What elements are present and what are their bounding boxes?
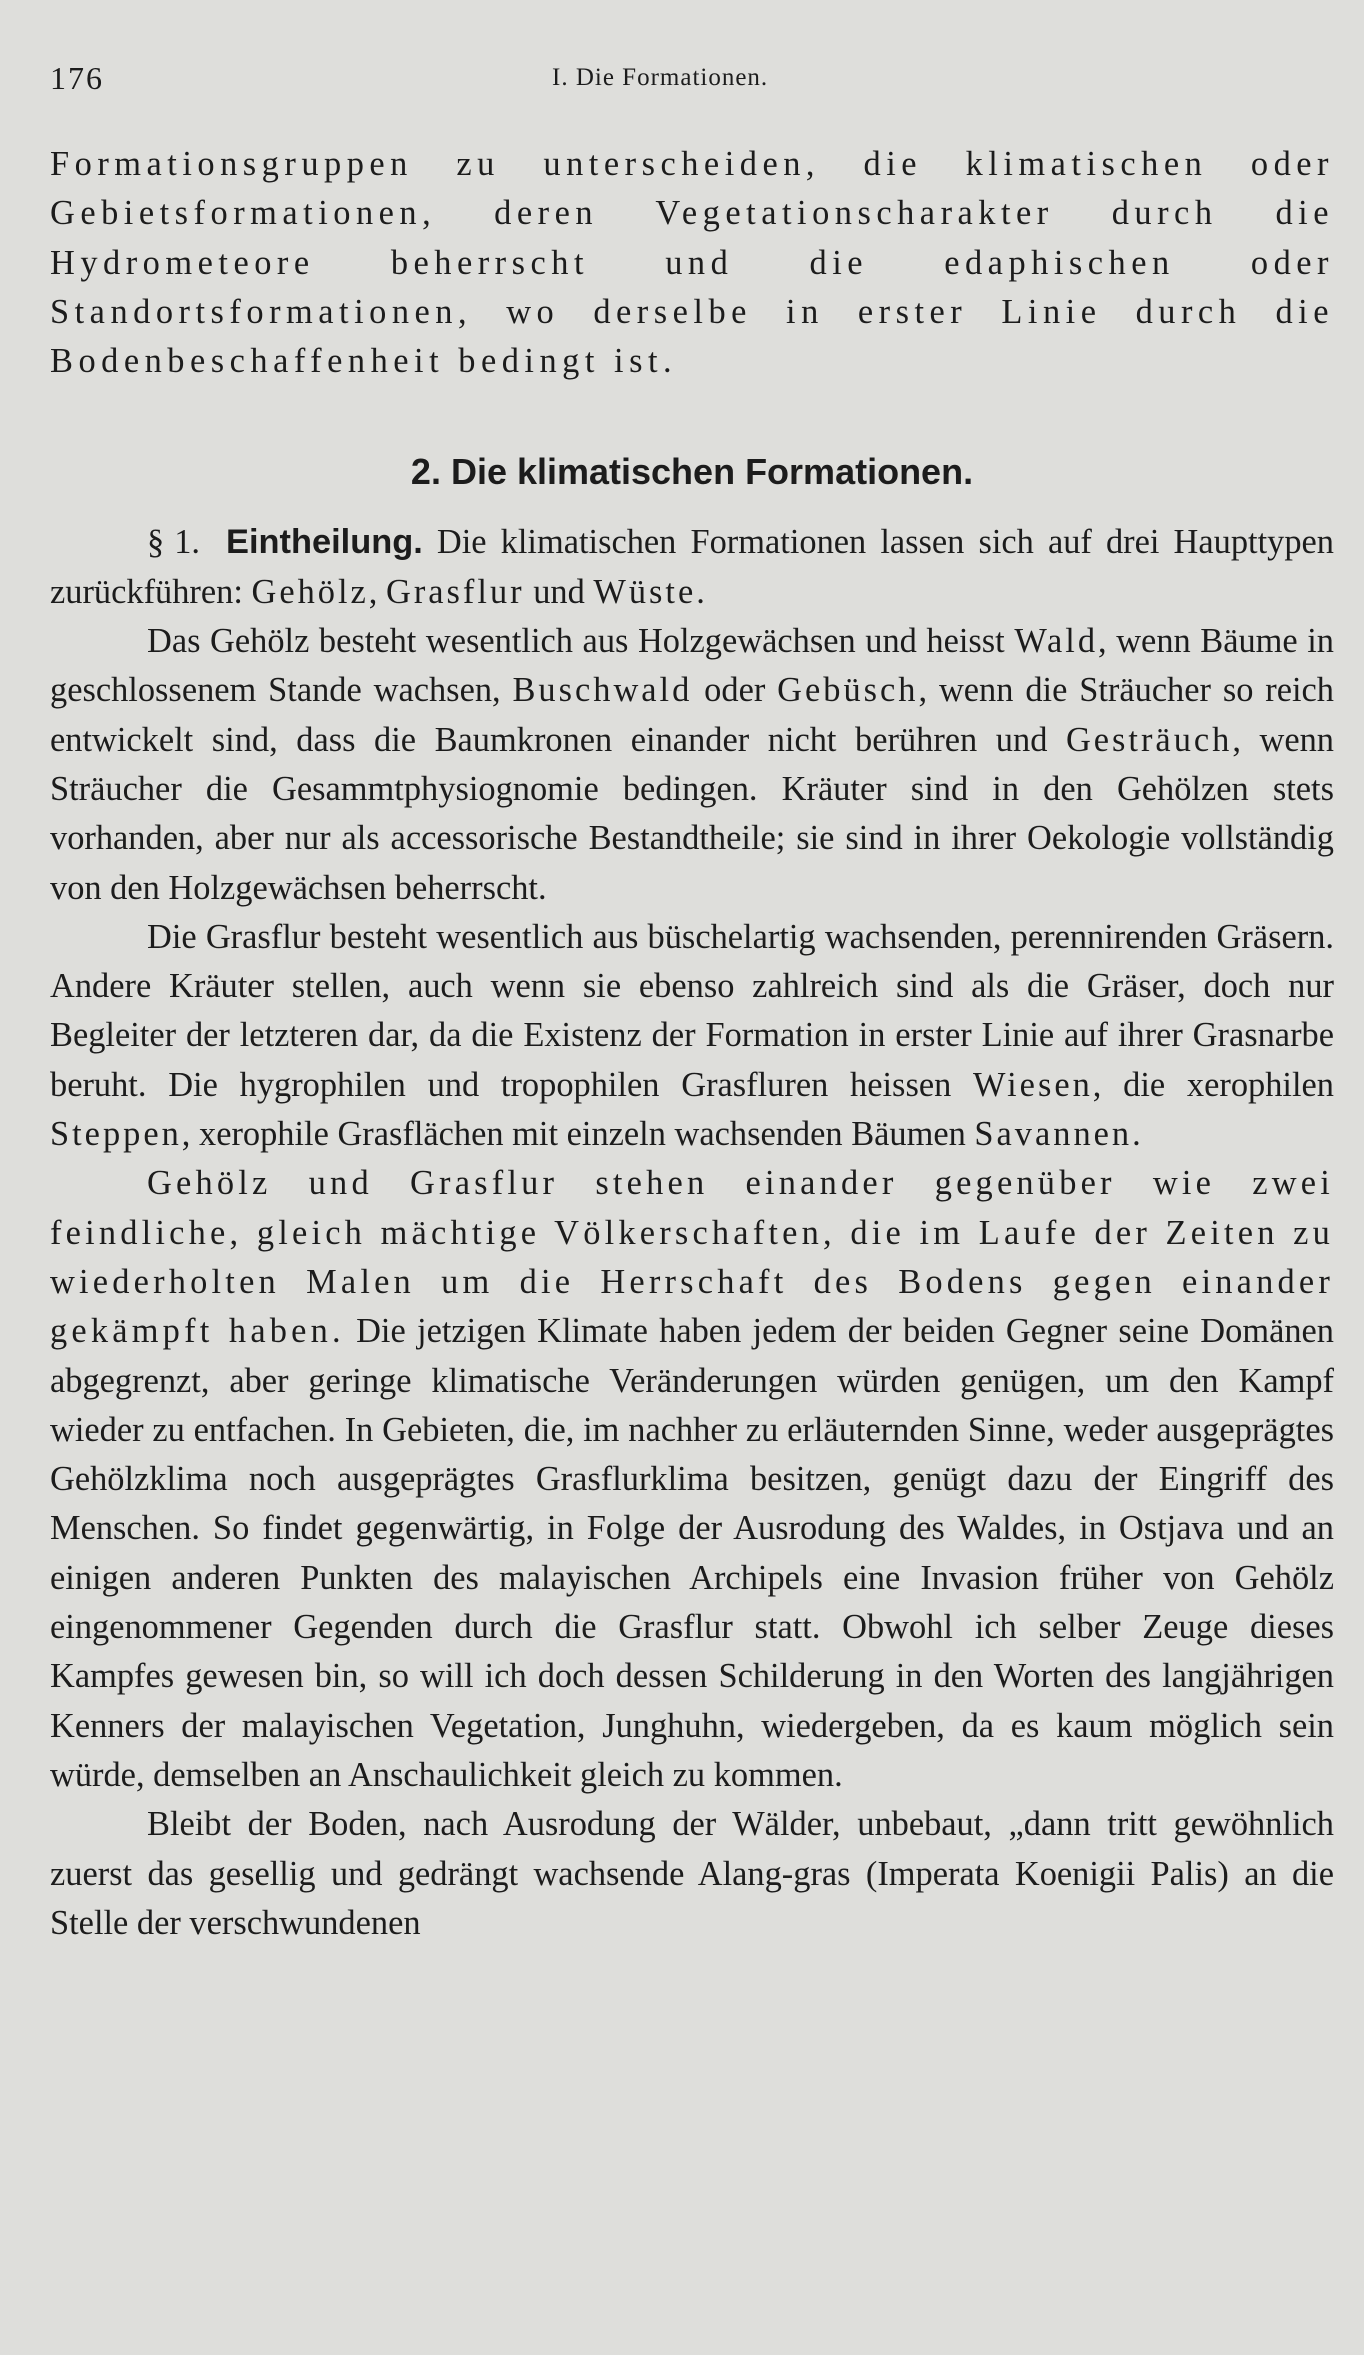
term-wiesen: Wiesen	[973, 1065, 1093, 1104]
term-grasflur: Grasflur	[386, 572, 525, 611]
text-run: , die xerophilen	[1092, 1065, 1334, 1104]
section-symbol: §	[147, 523, 165, 562]
term-wald: Wald	[1014, 622, 1099, 661]
text-run: , wenn Sträucher die Gesammtphysiognomie bedingen. Kräuter sind in den Gehölzen stets vorhanden, aber nur als accessorische Bestandtheile; sie sind in ihrer Oekologie vollständig von den Holzgewächsen beherrscht.	[50, 720, 1334, 907]
section-text-end: .	[696, 572, 705, 611]
paragraph-grasflur	[50, 913, 1334, 1159]
term-steppen: Steppen	[50, 1115, 182, 1154]
section-heading: Eintheilung.	[226, 523, 423, 562]
text-run: Die Grasflur besteht wesentlich aus büschelartig wachsenden, perennirenden Gräsern. Andere Kräuter stellen, auch wenn sie ebenso zahlreich sind als die Gräser, doch nur Begleiter der letzteren dar, da die Existenz der Formation in erster Linie auf ihrer Grasnarbe beruht. Die hygrophilen und tropophilen Grasfluren heissen	[50, 917, 1334, 1104]
paragraph-kampf	[50, 1159, 1334, 1800]
text-run: oder	[692, 671, 778, 710]
term-savannen: Savannen	[974, 1115, 1133, 1154]
paragraph-gehoelz	[50, 617, 1334, 913]
running-head	[50, 60, 1334, 120]
text-run: .	[1132, 1115, 1141, 1154]
page-number: 176	[50, 60, 104, 96]
term-gestraeuch: Gesträuch	[1065, 720, 1233, 759]
term-gebuesch: Gebüsch	[777, 671, 919, 710]
text-run: , wenn die Sträucher so reich entwickelt sind, dass die Baumkronen einander nicht berühren und	[50, 671, 1334, 759]
intro-paragraph: Formationsgruppen zu unterscheiden, die klimatischen oder Gebietsformationen, deren Vegetationscharakter durch die Hydrometeore beherrscht und die edaphischen oder Standortsformationen, wo derselbe in erster Linie durch die Bodenbeschaffenheit bedingt ist.	[50, 145, 1334, 381]
text-run: , xerophile Grasflächen mit einzeln wachsenden Bäumen	[181, 1115, 975, 1154]
section-paragraph	[50, 518, 1334, 617]
term-buschwald: Buschwald	[512, 671, 693, 710]
spaced-passage: Gehölz und Grasflur stehen einander gegenüber wie zwei feindliche, gleich mächtige Völkerschaften, die im Laufe der Zeiten zu wiederholten Malen um die Herrschaft des Bodens gegen einander gekämpft haben.	[50, 1164, 1334, 1351]
section-text: Die klimatischen Formationen lassen sich auf drei Haupttypen zurückführen:	[50, 523, 1334, 611]
running-title: I. Die Formationen.	[552, 64, 769, 91]
separator: und	[524, 572, 594, 611]
term-gehoelz: Gehölz	[251, 572, 369, 611]
section-number: 1.	[174, 523, 200, 562]
term-wueste: Wüste	[593, 572, 697, 611]
separator: ,	[368, 572, 386, 611]
page-body	[50, 140, 1334, 1948]
paragraph-quote: Bleibt der Boden, nach Ausrodung der Wälder, unbebaut, „dann tritt gewöhnlich zuerst das gesellig und gedrängt wachsende Alang-gras (Imperata Koenigii Palis) an die Stelle der verschwundenen	[50, 1805, 1334, 1942]
text-run: , wenn Bäume in geschlossenem Stande wachsen,	[50, 622, 1335, 710]
chapter-title: 2. Die klimatischen Formationen.	[410, 451, 974, 493]
text-run: Das Gehölz besteht wesentlich aus Holzgewächsen und heisst	[147, 622, 1015, 661]
text-run: Die jetzigen Klimate haben jedem der beiden Gegner seine Domänen abgegrenzt, aber geringe klimatische Veränderungen würden genügen, um den Kampf wieder zu entfachen. In Gebieten, die, im nachher zu erläuternden Sinne, weder ausgeprägtes Gehölzklima noch ausgeprägtes Grasflurklima besitzen, genügt dazu der Eingriff des Menschen. So findet gegenwärtig, in Folge der Ausrodung des Waldes, in Ostjava und an einigen anderen Punkten des malayischen Archipels eine Invasion früher von Gehölz eingenommener Gegenden durch die Grasflur statt. Obwohl ich selber Zeuge dieses Kampfes gewesen bin, so will ich doch dessen Schilderung in den Worten des langjährigen Kenners der malayischen Vegetation, Junghuhn, wiedergeben, da es kaum möglich sein würde, demselben an Anschaulichkeit gleich zu kommen.	[50, 1312, 1334, 1794]
